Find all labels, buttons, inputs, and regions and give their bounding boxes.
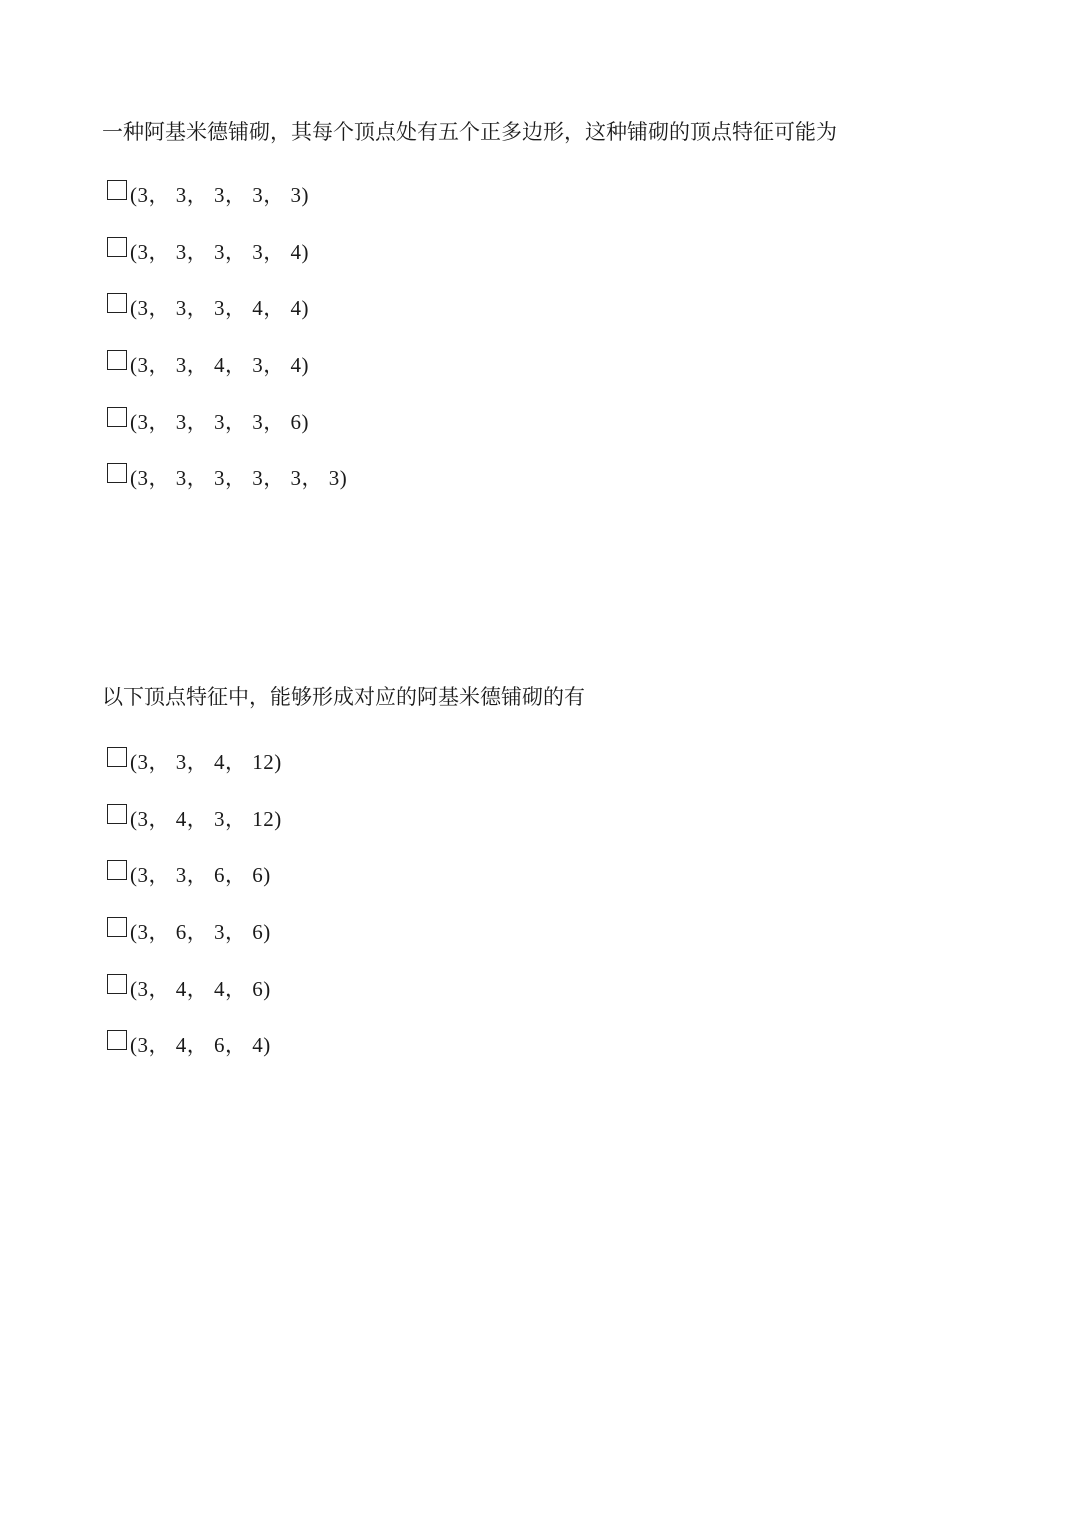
option-label: (3， 6， 3， 6): [130, 920, 271, 945]
question-2-option-1[interactable]: [102, 733, 585, 790]
option-label: (3， 3， 3， 3， 3): [130, 183, 309, 208]
checkbox-icon[interactable]: [107, 407, 127, 427]
checkbox-icon[interactable]: [107, 463, 127, 483]
question-1-option-5[interactable]: [102, 392, 837, 449]
option-label: (3， 4， 3， 12): [130, 806, 282, 831]
question-2-option-4[interactable]: [102, 903, 585, 960]
checkbox-icon[interactable]: [107, 860, 127, 880]
question-1-option-4[interactable]: [102, 336, 837, 393]
option-label: (3， 3， 3， 3， 4): [130, 239, 309, 264]
question-1-option-6[interactable]: [102, 449, 837, 506]
option-label: (3， 3， 4， 3， 4): [130, 353, 309, 378]
question-2-prompt: 以下顶点特征中，能够形成对应的阿基米德铺砌的有: [102, 685, 585, 709]
option-label: (3， 3， 6， 6): [130, 863, 271, 888]
option-label: (3， 3， 3， 4， 4): [130, 296, 309, 321]
option-label: (3， 4， 4， 6): [130, 976, 271, 1001]
question-2-options: [102, 733, 585, 1073]
question-2-option-6[interactable]: [102, 1016, 585, 1073]
checkbox-icon[interactable]: [107, 1030, 127, 1050]
question-2: [102, 681, 585, 1073]
question-1-option-1[interactable]: [102, 166, 837, 223]
checkbox-icon[interactable]: [107, 180, 127, 200]
checkbox-icon[interactable]: [107, 974, 127, 994]
checkbox-icon[interactable]: [107, 293, 127, 313]
question-1-option-3[interactable]: [102, 279, 837, 336]
checkbox-icon[interactable]: [107, 237, 127, 257]
question-2-option-2[interactable]: [102, 790, 585, 847]
checkbox-icon[interactable]: [107, 747, 127, 767]
question-2-option-5[interactable]: [102, 959, 585, 1016]
question-1: [102, 116, 837, 506]
option-label: (3， 3， 3， 3， 3， 3): [130, 466, 348, 491]
checkbox-icon[interactable]: [107, 917, 127, 937]
checkbox-icon[interactable]: [107, 804, 127, 824]
option-label: (3， 4， 6， 4): [130, 1033, 271, 1058]
checkbox-icon[interactable]: [107, 350, 127, 370]
question-1-options: [102, 166, 837, 506]
question-1-option-2[interactable]: [102, 223, 837, 280]
option-label: (3， 3， 3， 3， 6): [130, 409, 309, 434]
option-label: (3， 3， 4， 12): [130, 750, 282, 775]
question-2-option-3[interactable]: [102, 846, 585, 903]
question-1-prompt: 一种阿基米德铺砌，其每个顶点处有五个正多边形，这种铺砌的顶点特征可能为: [102, 120, 837, 144]
